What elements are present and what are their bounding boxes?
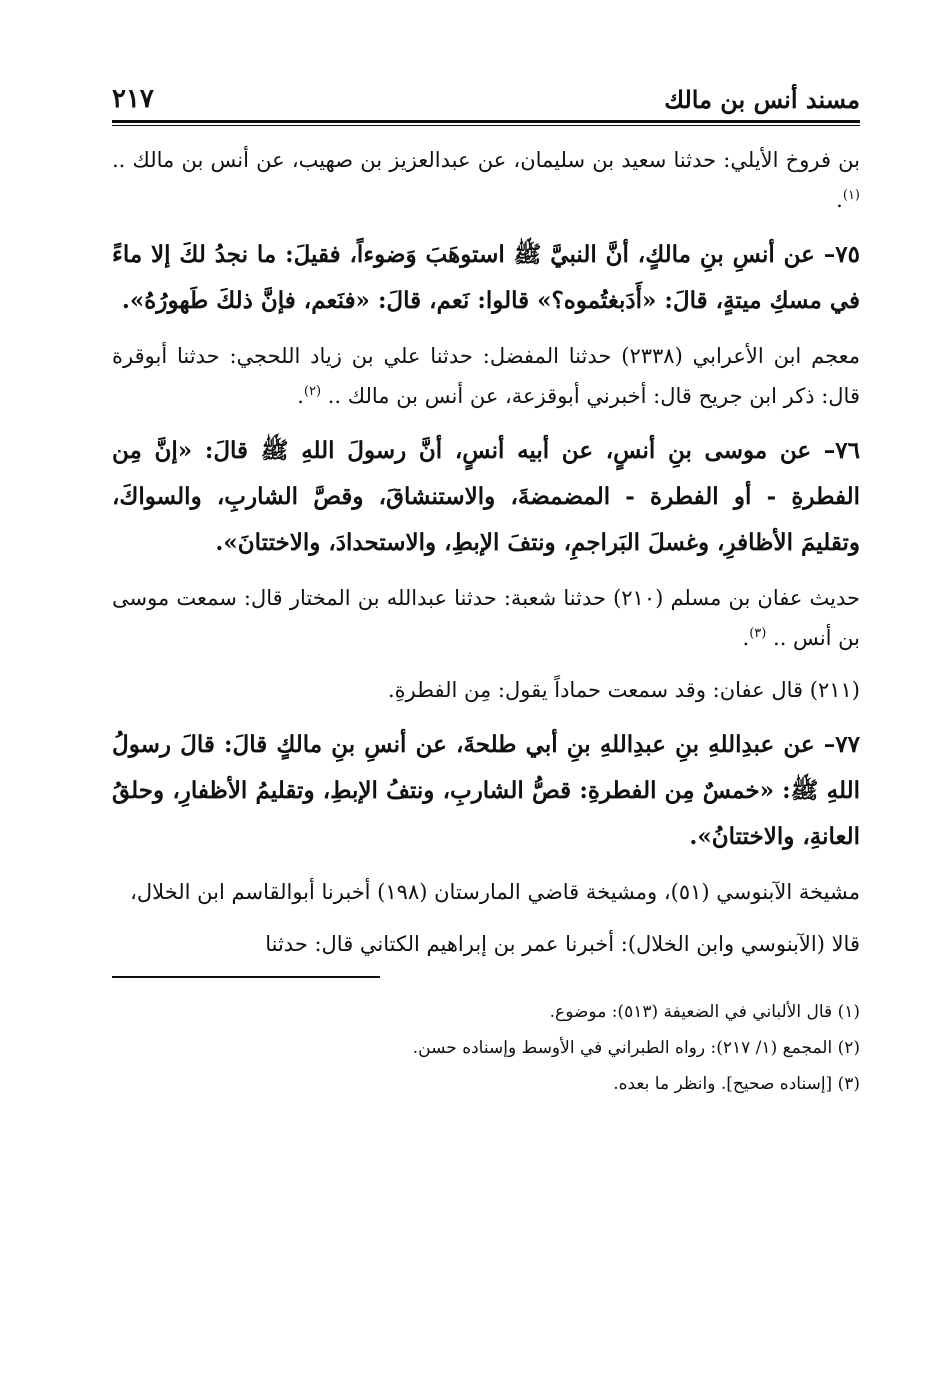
source-paragraph: معجم ابن الأعرابي (٢٣٣٨) حدثنا المفضل: حدثنا علي بن زياد اللحجي: حدثنا أبوقرة قال: ذكر ابن جريح قال: أخبرني أبوقزعة، عن أنس بن مالك .. $^{(٢)}$. bbox=[112, 344, 861, 408]
hadith-76: ٧٦– عن موسى بنِ أنسٍ، عن أبيه أنسٍ، أنَّ رسولَ اللهِ ﷺ قالَ: «إنَّ مِن الفطرةِ - أو الفطرة - المضمضةَ، والاستنشاقَ، وقصَّ الشاربِ، والسواكَ، وتقليمَ الأظافرِ، وغسلَ البَراجمِ، ونتفَ الإبطِ، والاستحدادَ، والاختتانَ». bbox=[112, 437, 860, 556]
source-paragraph: قالا (الآبنوسي وابن الخلال): أخبرنا عمر بن إبراهيم الكتاني قال: حدثنا bbox=[265, 932, 860, 956]
main-text bbox=[112, 140, 860, 964]
header-rule-thin bbox=[112, 125, 860, 126]
footnote-3: (٣) [إسناده صحيح]. وانظر ما بعده. bbox=[613, 1074, 860, 1094]
source-paragraph: بن فروخ الأيلي: حدثنا سعيد بن سليمان، عن عبدالعزيز بن صهيب، عن أنس بن مالك .. $^{(١)}$. bbox=[112, 148, 860, 212]
source-paragraph: حديث عفان بن مسلم (٢١٠) حدثنا شعبة: حدثنا عبدالله بن المختار قال: سمعت موسى بن أنس .. $^{(٣)}$. bbox=[112, 586, 860, 650]
footnote-divider bbox=[112, 976, 380, 978]
footnote-ref: (٣) bbox=[749, 626, 767, 641]
header-rule bbox=[112, 120, 860, 123]
footnote-ref: (١) bbox=[842, 188, 860, 203]
footnote-1: (١) قال الألباني في الضعيفة (٥١٣): موضوع. bbox=[549, 1002, 860, 1022]
source-paragraph: (٢١١) قال عفان: وقد سمعت حماداً يقول: مِن الفطرةِ. bbox=[387, 678, 860, 702]
hadith-75: ٧٥– عن أنسِ بنِ مالكٍ، أنَّ النبيَّ ﷺ استوهَبَ وَضوءاً، فقيلَ: ما نجدُ لكَ إلا ماءً في مسكِ ميتةٍ، قالَ: «أَدَبغتُموه؟» قالوا: نَعم، قالَ: «فنَعم، فإنَّ ذلكَ طَهورُهُ». bbox=[112, 241, 860, 314]
page-header bbox=[112, 78, 860, 114]
footnote-2: (٢) المجمع (١/ ٢١٧): رواه الطبراني في الأوسط وإسناده حسن. bbox=[412, 1038, 860, 1058]
hadith-77: ٧٧– عن عبدِاللهِ بنِ عبدِاللهِ بنِ أبي طلحةَ، عن أنسِ بنِ مالكٍ قالَ: قالَ رسولُ اللهِ ﷺ: «خمسٌ مِن الفطرةِ: قصُّ الشاربِ، ونتفُ الإبطِ، وتقليمُ الأظفارِ، وحلقُ العانةِ، والاختتانُ». bbox=[112, 731, 860, 850]
running-title: مسند أنس بن مالك bbox=[664, 85, 860, 114]
source-paragraph: مشيخة الآبنوسي (٥١)، ومشيخة قاضي المارستان (١٩٨) أخبرنا أبوالقاسم ابن الخلال، bbox=[130, 880, 860, 904]
footnote-ref: (٢) bbox=[303, 384, 322, 399]
page-number: ٢١٧ bbox=[112, 84, 154, 114]
footnotes bbox=[112, 994, 860, 1102]
